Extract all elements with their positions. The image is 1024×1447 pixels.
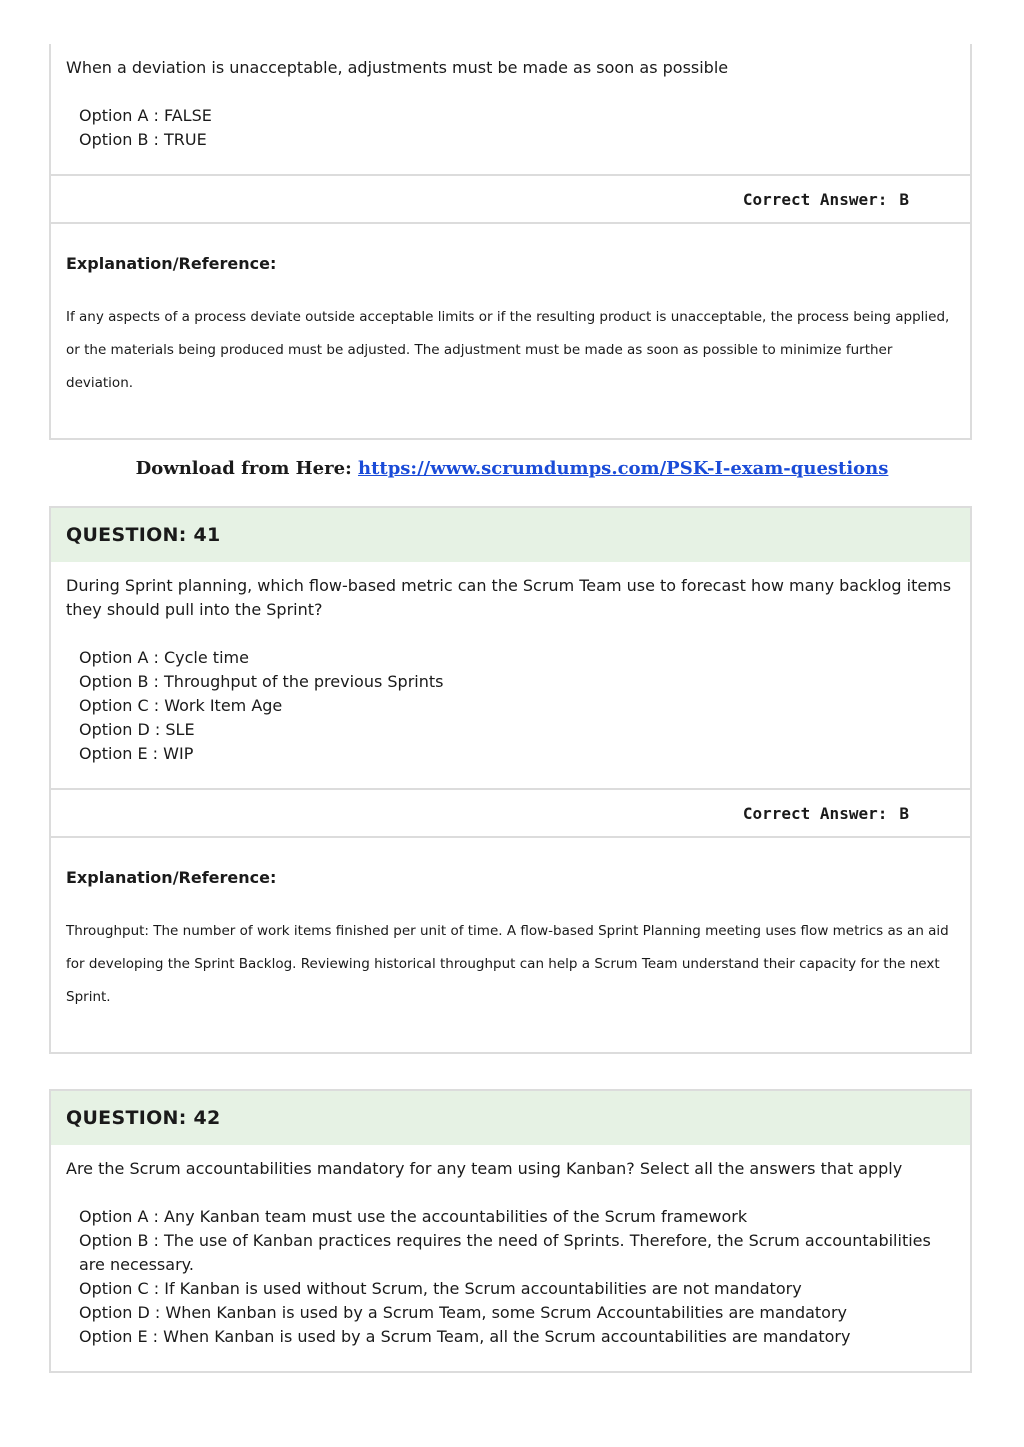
option-b: Option B : The use of Kanban practices requires the need of Sprints. Therefore, the Scrum accountabilities are necessary.: [79, 1231, 931, 1274]
option-d: Option D : When Kanban is used by a Scrum Team, some Scrum Accountabilities are mandatory: [79, 1303, 848, 1322]
correct-answer-row: [51, 174, 970, 224]
option-e: Option E : When Kanban is used by a Scrum Team, all the Scrum accountabilities are mandatory: [79, 1327, 851, 1346]
question-header: QUESTION: 41: [51, 508, 970, 562]
question-card-41: [49, 506, 972, 1054]
question-card-42: [49, 1089, 972, 1373]
question-header: QUESTION: 42: [51, 1091, 970, 1145]
correct-answer-row: [51, 788, 970, 838]
explanation-text: If any aspects of a process deviate outside acceptable limits or if the resulting product is unacceptable, the process being applied, or the materials being produced must be adjusted. The adjustment must be made as soon as possible to minimize further deviation.: [66, 309, 950, 391]
explanation-title: Explanation/Reference:: [66, 868, 277, 887]
option-b: Option B : Throughput of the previous Sprints: [79, 672, 444, 691]
explanation-section: [51, 224, 970, 438]
option-d: Option D : SLE: [79, 720, 195, 739]
option-b: Option B : TRUE: [79, 130, 207, 149]
option-c: Option C : If Kanban is used without Scrum, the Scrum accountabilities are not mandatory: [79, 1279, 802, 1298]
question-card-previous: [49, 44, 972, 440]
explanation-text: Throughput: The number of work items finished per unit of time. A flow-based Sprint Planning meeting uses flow metrics as an aid for developing the Sprint Backlog. Reviewing historical throughput can help a Scrum Team understand their capacity for the next Sprint.: [66, 923, 949, 1005]
download-label: Download from Here:: [135, 458, 352, 479]
question-text: During Sprint planning, which flow-based metric can the Scrum Team use to forecast how many backlog items they should pull into the Sprint?: [66, 576, 952, 619]
options-list: [66, 104, 955, 152]
correct-answer-value: B: [899, 189, 909, 209]
option-a: Option A : Cycle time: [79, 648, 249, 667]
question-body: [51, 1145, 970, 1371]
correct-answer-label: Correct Answer:: [742, 189, 888, 209]
download-line: [0, 458, 1024, 479]
option-a: Option A : FALSE: [79, 106, 212, 125]
download-link[interactable]: https://www.scrumdumps.com/PSK-I-exam-questions: [358, 458, 889, 479]
question-body: [51, 562, 970, 788]
explanation-section: [51, 838, 970, 1052]
question-text: Are the Scrum accountabilities mandatory for any team using Kanban? Select all the answers that apply: [66, 1159, 903, 1178]
options-list: [66, 1205, 955, 1349]
explanation-title: Explanation/Reference:: [66, 254, 277, 273]
option-e: Option E : WIP: [79, 744, 194, 763]
question-text: When a deviation is unacceptable, adjustments must be made as soon as possible: [66, 58, 729, 77]
option-c: Option C : Work Item Age: [79, 696, 283, 715]
options-list: [66, 646, 955, 766]
correct-answer-label: Correct Answer:: [742, 803, 888, 823]
question-body: [51, 44, 970, 174]
option-a: Option A : Any Kanban team must use the accountabilities of the Scrum framework: [79, 1207, 748, 1226]
correct-answer-value: B: [899, 803, 909, 823]
